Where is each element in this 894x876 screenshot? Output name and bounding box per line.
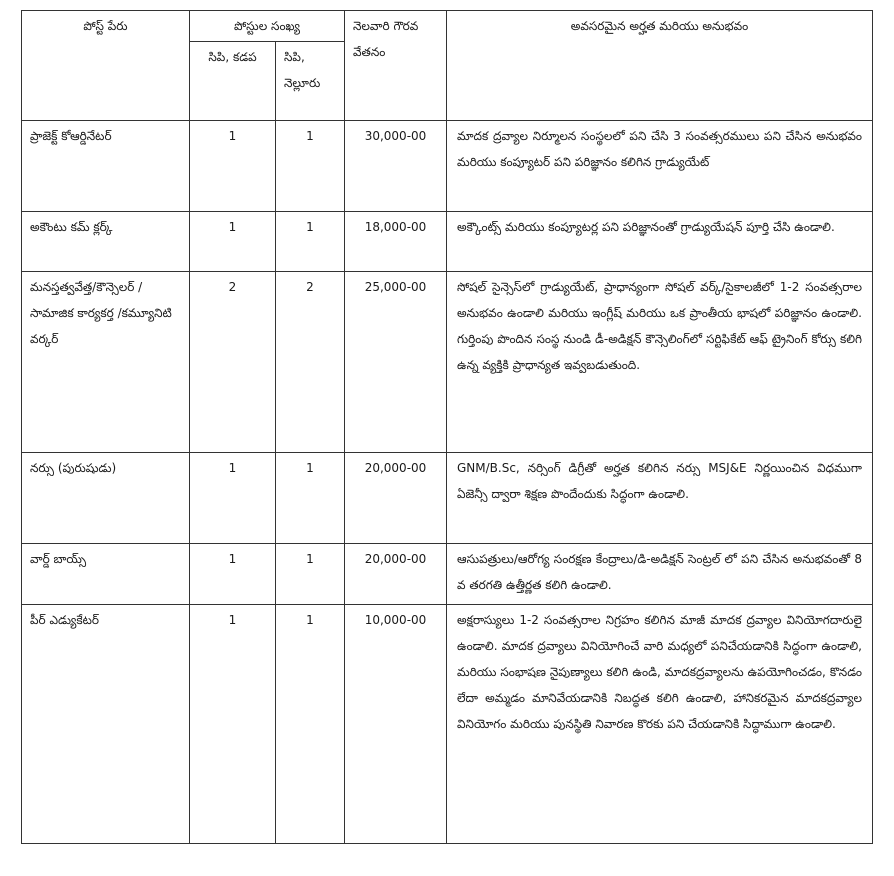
- table-row: [22, 544, 873, 605]
- count-nellore: 1: [276, 121, 345, 212]
- salary: 25,000-00: [345, 272, 447, 453]
- subheader-nellore: సిపి, నెల్లూరు: [276, 42, 345, 121]
- header-row: [22, 11, 873, 42]
- qualification: ఆసుపత్రులు/ఆరోగ్య సంరక్షణ కేంద్రాలు/డి-అడిక్షన్ సెంట్రల్ లో పని చేసిన అనుభవంతో 8 వ తరగతి ఉత్తీర్ణత కలిగి ఉండాలి.: [447, 544, 873, 605]
- post-name: ప్రాజెక్ట్ కోఆర్డినేటర్: [22, 121, 190, 212]
- salary: 20,000-00: [345, 544, 447, 605]
- table-row: [22, 453, 873, 544]
- count-kadapa: 2: [190, 272, 276, 453]
- post-name: పీర్ ఎడ్యుకేటర్: [22, 605, 190, 844]
- qualification: సోషల్ సైన్సెస్‌లో గ్రాడ్యుయేట్, ప్రాధాన్యంగా సోషల్ వర్క్/సైకాలజీలో 1-2 సంవత్సరాల అనుభవం ఉండాలి మరియు ఇంగ్లీష్ మరియు ఒక ప్రాంతీయ భాషలో పరిజ్ఞానం ఉండాలి. గుర్తింపు పొందిన సంస్థ నుండి డీ-అడిక్షన్ కౌన్సెలింగ్‌లో సర్టిఫికేట్ ఆఫ్ ట్రైనింగ్ కోర్సు కలిగి ఉన్న వ్యక్తికి ప్రాధాన్యత ఇవ్వబడుతుంది.: [447, 272, 873, 453]
- header-salary: నెలవారి గౌరవ వేతనం: [345, 11, 447, 121]
- post-name: అకౌంటు కమ్ క్లర్క్: [22, 212, 190, 272]
- count-nellore: 1: [276, 212, 345, 272]
- header-post-name: పోస్ట్ పేరు: [22, 11, 190, 121]
- count-kadapa: 1: [190, 544, 276, 605]
- count-nellore: 1: [276, 453, 345, 544]
- table-row: [22, 121, 873, 212]
- table-row: [22, 212, 873, 272]
- count-nellore: 1: [276, 544, 345, 605]
- count-nellore: 1: [276, 605, 345, 844]
- count-nellore: 2: [276, 272, 345, 453]
- table-row: [22, 605, 873, 844]
- count-kadapa: 1: [190, 605, 276, 844]
- count-kadapa: 1: [190, 121, 276, 212]
- post-name: మనస్తత్వవేత్త/కౌన్సెలర్ /సామాజిక కార్యకర్త /కమ్యూనిటి వర్కర్: [22, 272, 190, 453]
- table-row: [22, 272, 873, 453]
- subheader-kadapa: సిపి, కడప: [190, 42, 276, 121]
- qualification: అక్కౌంట్స్ మరియు కంప్యూటర్ల పని పరిజ్ఞానంతో గ్రాడ్యుయేషన్ పూర్తి చేసి ఉండాలి.: [447, 212, 873, 272]
- header-post-count: పోస్టుల సంఖ్య: [190, 11, 345, 42]
- post-name: నర్సు (పురుషుడు): [22, 453, 190, 544]
- salary: 30,000-00: [345, 121, 447, 212]
- count-kadapa: 1: [190, 453, 276, 544]
- qualification: మాదక ద్రవ్యాల నిర్మూలన సంస్థలలో పని చేసి 3 సంవత్సరములు పని చేసిన అనుభవం మరియు కంప్యూటర్ పని పరిజ్ఞానం కలిగిన గ్రాడ్యుయేట్: [447, 121, 873, 212]
- qualification: అక్షరాస్యులు 1-2 సంవత్సరాల నిగ్రహం కలిగిన మాజీ మాదక ద్రవ్యాల వినియోగదారులై ఉండాలి. మాదక ద్రవ్యాలు వినియోగించే వారి మధ్యలో పనిచేయడానికి సిద్ధంగా ఉండాలి, మరియు సంభాషణ నైపుణ్యాలు కలిగి ఉండి, మాదకద్రవ్యాలను ఉపయోగించడం, కొనడం లేదా అమ్మడం మానివేయడానికి నిబద్ధత కలిగి ఉండాలి, హానికరమైన మాదకద్రవ్యాల వినియోగం మరియు పునస్థితి నివారణ కొరకు పని చేయడానికి సిద్ధాముగా ఉండాలి.: [447, 605, 873, 844]
- salary: 10,000-00: [345, 605, 447, 844]
- qualification: GNM/B.Sc, నర్సింగ్ డిగ్రీతో అర్హత కలిగిన నర్సు MSJ&E నిర్ణయించిన విధముగా ఏజెన్సీ ద్వారా శిక్షణ పొందేందుకు సిద్ధంగా ఉండాలి.: [447, 453, 873, 544]
- recruitment-table: [21, 10, 873, 844]
- salary: 20,000-00: [345, 453, 447, 544]
- salary: 18,000-00: [345, 212, 447, 272]
- post-name: వార్డ్ బాయ్స్: [22, 544, 190, 605]
- header-qualification: అవసరమైన అర్హత మరియు అనుభవం: [447, 11, 873, 121]
- count-kadapa: 1: [190, 212, 276, 272]
